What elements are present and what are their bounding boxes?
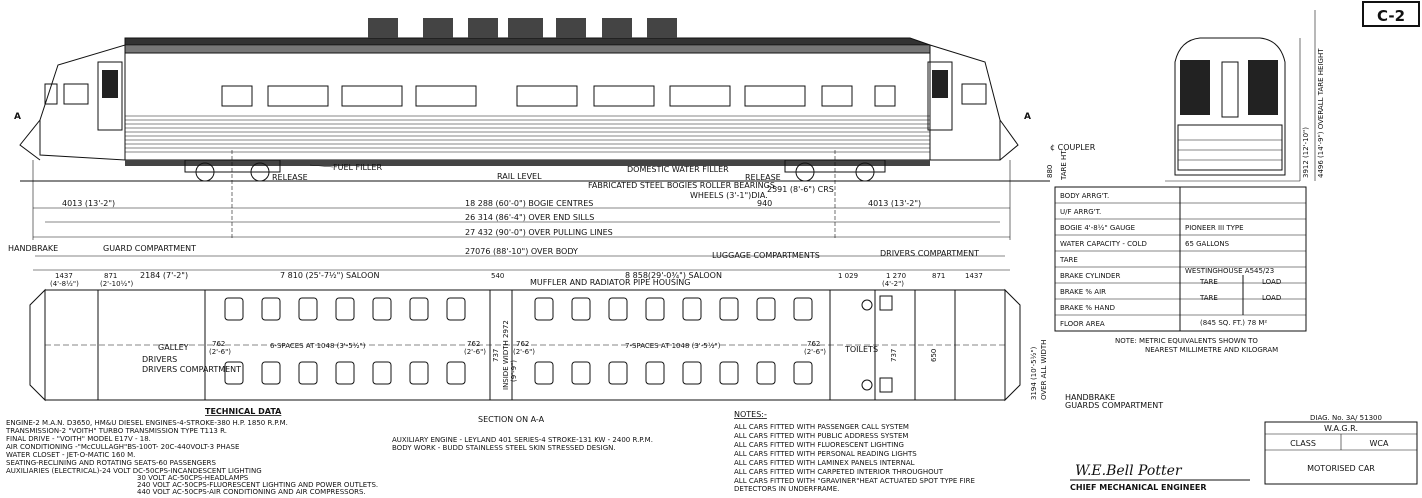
body-work-line: BODY WORK - BUDD STAINLESS STEEL SKIN STRESSED DESIGN.: [392, 444, 616, 452]
diagram-code: C-2: [1376, 7, 1406, 25]
tech-line-5: SEATING-RECLINING AND ROTATING SEATS-60 PASSENGERS: [6, 459, 216, 467]
inside-width-label: INSIDE WIDTH 2972: [502, 320, 510, 390]
dim-spaces-1: 6-SPACES AT 1048 (3'-5½"): [270, 342, 366, 350]
dim-bogie-crs: 2591 (8'-6") CRS: [767, 185, 834, 194]
section-label: SECTION ON A-A: [478, 415, 545, 424]
dim-bogie-centres: 18 288 (60'-0") BOGIE CENTRES: [465, 199, 594, 208]
aux-engine-line: AUXILIARY ENGINE - LEYLAND 401 SERIES-4 STROKE-131 KW - 2400 R.P.M.: [392, 436, 653, 444]
spec-row-7-label: BRAKE % HAND: [1060, 304, 1115, 312]
coupler-label: ¢ COUPLER: [1050, 143, 1096, 152]
metric-note-2: NEAREST MILLIMETRE AND KILOGRAM: [1145, 346, 1279, 354]
section-mark-left: A: [14, 112, 21, 122]
spec-row-2-value: PIONEER III TYPE: [1185, 224, 1244, 232]
dim-1029: 1 029: [838, 272, 859, 280]
drivers-compartment-label-line1: DRIVERS: [142, 355, 178, 364]
end-view: [1165, 10, 1325, 181]
note-1: ALL CARS FITTED WITH PUBLIC ADDRESS SYSTEM: [734, 432, 909, 440]
wheels-label: WHEELS (3'-1")DIA.: [690, 191, 768, 200]
dim-650: 650: [930, 348, 938, 362]
side-elevation: [14, 18, 1096, 256]
side-windows: [222, 86, 895, 106]
note-6: ALL CARS FITTED WITH "GRAVINER"HEAT ACTUATED SPOT TYPE FIRE: [734, 477, 975, 485]
seats-saloon-1: [225, 298, 465, 384]
tech-line-8: 240 VOLT AC-50CPS-FLUORESCENT LIGHTING AND POWER OUTLETS.: [137, 481, 379, 489]
dim-871-imp: (2'-10½"): [100, 280, 134, 288]
toilets-label: TOILETS: [845, 345, 879, 354]
title-block: [1070, 414, 1417, 492]
handbrake-label: HANDBRAKE: [8, 244, 59, 253]
tech-line-4: WATER CLOSET - JET-O-MATIC 160 M.: [6, 451, 136, 459]
dim-over-body: 27076 (88'-10") OVER BODY: [465, 247, 578, 256]
left-door-window: [102, 70, 118, 98]
spec-row-4-label: TARE: [1060, 256, 1078, 264]
luggage-compartments-label: LUGGAGE COMPARTMENTS: [712, 251, 820, 260]
muffler-label: MUFFLER AND RADIATOR PIPE HOUSING: [530, 278, 691, 287]
tare-ht-value: 880: [1046, 164, 1054, 178]
wheels-number: 940: [757, 199, 773, 208]
tech-line-6: AUXILIARIES (ELECTRICAL)-24 VOLT DC-50CPS-INCANDESCENT LIGHTING: [6, 467, 262, 475]
dim-1437: 1437: [55, 272, 73, 280]
spec-row-3-value: 65 GALLONS: [1185, 240, 1230, 248]
tech-line-3: AIR CONDITIONING -"McCULLAGH"BS-100T- 20C-440VOLT-3 PHASE: [6, 443, 240, 451]
guard-compartment-label: GUARD COMPARTMENT: [103, 244, 197, 253]
signatory-title: CHIEF MECHANICAL ENGINEER: [1070, 483, 1207, 492]
rail-level-label: RAIL LEVEL: [497, 172, 542, 181]
roof-ac-units: [368, 18, 677, 38]
notes-heading: NOTES:-: [734, 410, 767, 419]
notes: [734, 410, 975, 493]
technical-data-heading: TECHNICAL DATA: [205, 407, 282, 416]
left-cab-window: [64, 84, 88, 104]
spec-row-5-label: BRAKE CYLINDER: [1060, 272, 1121, 280]
domestic-water-filler-label: DOMESTIC WATER FILLER: [627, 165, 729, 174]
spec-row-5-value: WESTINGHOUSE A545/23: [1185, 267, 1275, 275]
fuel-filler-label: FUEL FILLER: [333, 163, 382, 172]
spec-row-6-label: BRAKE % AIR: [1060, 288, 1107, 296]
end-window-right: [1248, 60, 1278, 115]
dim-762-d-imp: (2'-6"): [804, 348, 827, 356]
body-fluting: [125, 116, 930, 152]
dim-1270-imp: (4'-2"): [882, 280, 905, 288]
over-all-width-value: 3194 (10'-5½"): [1030, 346, 1038, 400]
tech-line-9: 440 VOLT AC-50CPS-AIR CONDITIONING AND AIR COMPRESSORS.: [137, 488, 366, 494]
tech-line-0: ENGINE-2 M.A.N. D3650, HM&U DIESEL ENGINES-4-STROKE-380 H.P. 1850 R.P.M.: [6, 419, 288, 427]
dim-1270: 1 270: [886, 272, 907, 280]
tech-line-1: TRANSMISSION-2 "VOITH" TURBO TRANSMISSION TYPE T113 R.: [6, 427, 227, 435]
tare-ht-label: TARE HT.: [1060, 149, 1068, 180]
handbrake-guards-label: HANDBRAKE: [1065, 393, 1116, 402]
dim-871-right: 871: [932, 272, 946, 280]
right-cab-window: [962, 84, 986, 104]
inside-width-imperial: (9'-9"): [510, 359, 518, 382]
class-label: CLASS: [1290, 439, 1316, 448]
dim-737-a: 737: [492, 348, 500, 362]
dim-762-a-imp: (2'-6"): [209, 348, 232, 356]
dim-762-c: 762: [516, 340, 530, 348]
spec-table: [1055, 187, 1306, 354]
drivers-compartment-label: DRIVERS COMPARTMENT: [142, 365, 242, 374]
dim-540: 540: [491, 272, 505, 280]
guards-compartment-label: GUARDS COMPARTMENT: [1065, 401, 1164, 410]
section-mark-right: A: [1024, 112, 1031, 122]
end-overall-height: 4496 (14'-9") OVERALL TARE HEIGHT: [1317, 48, 1325, 178]
dim-871: 871: [104, 272, 118, 280]
spec-row-2-label: BOGIE 4'-8½" GAUGE: [1060, 224, 1136, 232]
spec-row-3-label: WATER CAPACITY - COLD: [1060, 240, 1147, 248]
technical-data: [5, 407, 653, 494]
bogies-label: FABRICATED STEEL BOGIES ROLLER BEARINGS.: [588, 181, 778, 190]
dim-saloon-2: 8 858(29'-0¾") SALOON: [625, 271, 722, 280]
dim-762-b-imp: (2'-6"): [464, 348, 487, 356]
dim-over-end-sills: 26 314 (86'-4") OVER END SILLS: [465, 213, 595, 222]
note-4: ALL CARS FITTED WITH LAMINEX PANELS INTERNAL: [734, 459, 915, 467]
dim-left-overhang: 4013 (13'-2"): [62, 199, 116, 208]
class-value: WCA: [1369, 439, 1389, 448]
release-right-label: RELEASE: [745, 173, 781, 182]
galley-label: GALLEY: [158, 343, 189, 352]
signature: W.E.Bell Potter: [1075, 463, 1182, 479]
end-window-left: [1180, 60, 1210, 115]
tech-line-2: FINAL DRIVE - "VOITH" MODEL E17V - 18.: [6, 435, 151, 443]
dim-2184: 2184 (7'-2"): [140, 271, 189, 280]
release-left-label: RELEASE: [272, 173, 308, 182]
spec-row-8-label: FLOOR AREA: [1060, 320, 1105, 328]
tech-line-7: 30 VOLT AC-50CPS-HEADLAMPS: [137, 474, 249, 482]
spec-row-0-label: BODY ARRG'T.: [1060, 192, 1110, 200]
drivers-compartment-top-label: DRIVERS COMPARTMENT: [880, 249, 980, 258]
diagram-code-box: [1363, 2, 1419, 26]
dim-737-b: 737: [890, 348, 898, 362]
spec-row-6-load: LOAD: [1262, 278, 1282, 286]
plan-view: [8, 244, 1163, 424]
metric-note: NOTE: METRIC EQUIVALENTS SHOWN TO: [1115, 337, 1258, 345]
car-description: MOTORISED CAR: [1307, 464, 1375, 473]
dim-1437-imp: (4'-8½"): [50, 280, 79, 288]
note-5: ALL CARS FITTED WITH CARPETED INTERIOR THROUGHOUT: [734, 468, 943, 476]
over-all-width-label: OVER ALL WIDTH: [1040, 339, 1048, 400]
diag-number: DIAG. No. 3A/ 51300: [1310, 414, 1382, 422]
dim-762-b: 762: [467, 340, 481, 348]
dim-saloon-1: 7 810 (25'-7½") SALOON: [280, 271, 380, 280]
note-7: DETECTORS IN UNDERFRAME.: [734, 485, 840, 493]
end-roof-height: 3912 (12'-10"): [1302, 127, 1310, 178]
spec-row-6-tare: TARE: [1200, 278, 1218, 286]
dim-762-d: 762: [807, 340, 821, 348]
dim-over-pulling-lines: 27 432 (90'-0") OVER PULLING LINES: [465, 228, 613, 237]
note-2: ALL CARS FITTED WITH FLUORESCENT LIGHTING: [734, 441, 904, 449]
dim-762-c-imp: (2'-6"): [513, 348, 536, 356]
spec-row-8-value: (845 SQ. FT.) 78 M²: [1200, 319, 1268, 327]
railway-name: W.A.G.R.: [1324, 424, 1358, 433]
note-0: ALL CARS FITTED WITH PASSENGER CALL SYSTEM: [734, 423, 909, 431]
seats-saloon-2: [535, 298, 812, 384]
note-3: ALL CARS FITTED WITH PERSONAL READING LIGHTS: [734, 450, 917, 458]
end-gangway-door: [1222, 62, 1238, 117]
dim-spaces-2: 7-SPACES AT 1048 (3'-5½"): [625, 342, 721, 350]
spec-row-7-tare: TARE: [1200, 294, 1218, 302]
dim-1437-right: 1437: [965, 272, 983, 280]
dim-762-a: 762: [212, 340, 226, 348]
spec-row-1-label: U/F ARRG'T.: [1060, 208, 1102, 216]
dim-right-overhang: 4013 (13'-2"): [868, 199, 922, 208]
spec-row-7-load: LOAD: [1262, 294, 1282, 302]
